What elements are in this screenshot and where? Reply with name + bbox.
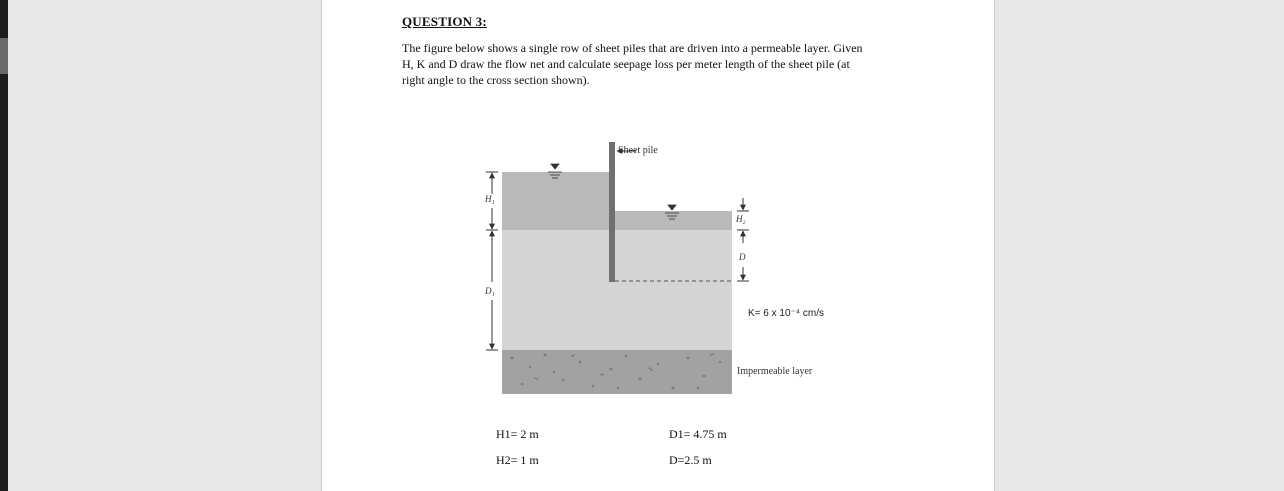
d-label: D xyxy=(739,252,746,262)
question-text xyxy=(402,40,922,88)
permeable-layer xyxy=(502,230,732,350)
impermeable-layer-label: Impermeable layer xyxy=(737,366,813,377)
d-dimension xyxy=(737,267,749,281)
given-d1: D1= 4.75 m xyxy=(669,427,727,441)
h1-label: H₁ xyxy=(485,194,495,204)
sheet-pile-figure xyxy=(472,136,832,408)
given-d: D=2.5 m xyxy=(669,453,712,467)
given-h2: H2= 1 m xyxy=(496,453,539,467)
sheet-pile xyxy=(609,142,615,282)
question-line-3: right angle to the cross section shown). xyxy=(402,73,590,87)
window-side-tab[interactable] xyxy=(0,38,8,74)
downstream-water xyxy=(612,211,732,230)
document-page xyxy=(321,0,995,491)
question-title: QUESTION 3: xyxy=(402,14,487,29)
d1-label: D₁ xyxy=(485,286,495,296)
h2-label: H₂ xyxy=(736,214,746,224)
permeability-label: K= 6 x 10⁻⁴ cm/s xyxy=(748,308,824,319)
question-line-1: The figure below shows a single row of sheet piles that are driven into a permeable layer. Given xyxy=(402,41,863,55)
sheet-pile-label: Sheet pile xyxy=(618,145,658,156)
question-line-2: H, K and D draw the flow net and calculate seepage loss per meter length of the sheet pile (at xyxy=(402,57,850,71)
upstream-water xyxy=(502,172,612,230)
given-h1: H1= 2 m xyxy=(496,427,539,441)
